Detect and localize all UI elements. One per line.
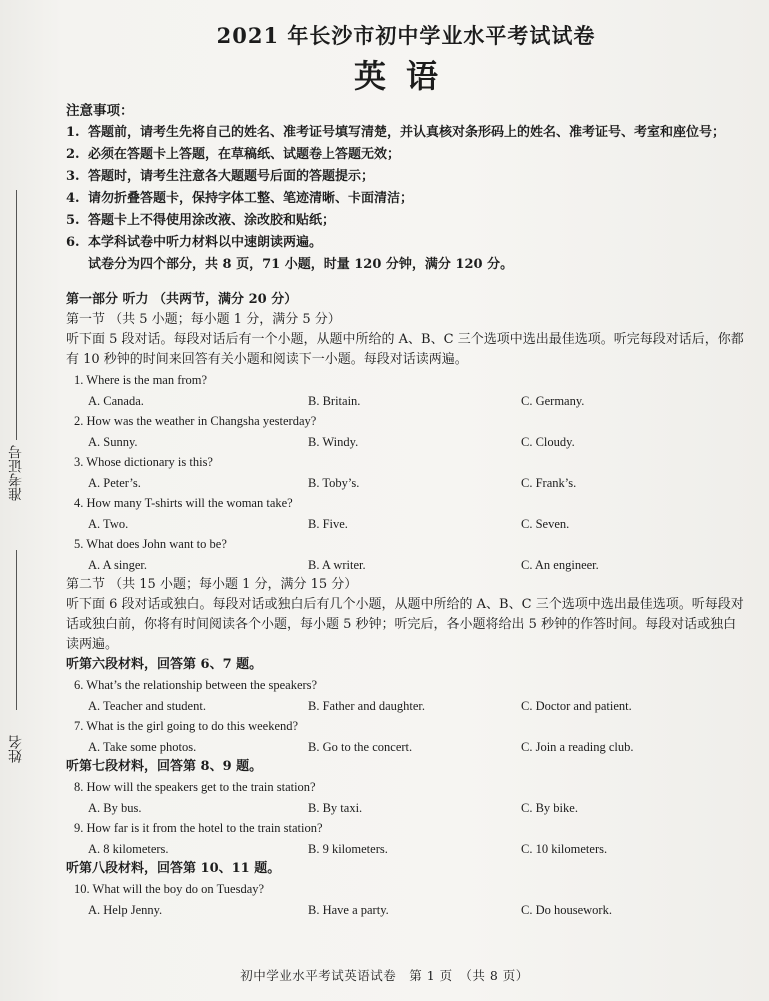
page-footer: 初中学业水平考试英语试卷 第 1 页 （共 8 页） (240, 968, 529, 983)
question-options: A. Take some photos. B. Go to the concert. C. Join a reading club. (88, 739, 634, 754)
question: 6. What’s the relationship between the speakers? (74, 678, 318, 692)
name-line (16, 550, 17, 710)
note-item: 5. 答题卡上不得使用涂改液、涂改胶和贴纸； (66, 213, 336, 228)
subject-title: 英语 (353, 57, 458, 95)
exam-id-label: 准考证号 (8, 445, 24, 501)
part1-title: 第一部分 听力 （共两节，满分 20 分） (66, 292, 298, 307)
section2-instruction: 听下面 6 段对话或独白。每段对话或独白后有几个小题，从题中所给的 A、B、C 三个选项中选出最佳选项。听每段对话或独白前，你将有时间阅读各个小题，每小题 5 秒钟；听完后，各小题将给出 5 秒钟的作答时间。每段对话或独白读两遍。 (66, 597, 744, 652)
question: 5. What does John want to be? (74, 537, 227, 551)
material-heading: 听第六段材料，回答第 6、7 题。 (66, 657, 263, 672)
question: 10. What will the boy do on Tuesday? (74, 882, 265, 896)
question-options: A. A singer. B. A writer. C. An engineer. (88, 557, 599, 572)
note-item: 2. 必须在答题卡上答题，在草稿纸、试题卷上答题无效； (66, 147, 401, 162)
notes-heading: 注意事项： (66, 103, 134, 119)
section1-title: 第一节 （共 5 小题；每小题 1 分，满分 5 分） (66, 312, 341, 327)
question-options: A. 8 kilometers. B. 9 kilometers. C. 10 kilometers. (88, 841, 608, 856)
question: 1. Where is the man from? (74, 373, 208, 387)
question-options: A. Canada. B. Britain. C. Germany. (88, 393, 585, 408)
exam-id-line (16, 190, 17, 440)
section2-title: 第二节 （共 15 小题；每小题 1 分，满分 15 分） (66, 577, 358, 592)
note-item: 4. 请勿折叠答题卡，保持字体工整、笔迹清晰、卡面清洁； (66, 191, 414, 206)
note-item: 3. 答题时，请考生注意各大题题号后面的答题提示； (66, 169, 375, 184)
question-options: A. Sunny. B. Windy. C. Cloudy. (88, 434, 575, 449)
question: 2. How was the weather in Changsha yesterday? (74, 414, 317, 428)
material-heading: 听第八段材料，回答第 10、11 题。 (66, 861, 281, 876)
notes-summary: 试卷分为四个部分，共 8 页，71 小题，时量 120 分钟，满分 120 分。 (88, 257, 514, 272)
name-label: 姓名 (8, 735, 24, 763)
note-item: 1. 答题前，请考生先将自己的姓名、准考证号填写清楚，并认真核对条形码上的姓名、准考证号、考室和座位号； (66, 125, 726, 140)
question: 9. How far is it from the hotel to the train station? (74, 821, 323, 835)
section1-instruction: 听下面 5 段对话。每段对话后有一个小题，从题中所给的 A、B、C 三个选项中选出最佳选项。听完每段对话后，你都有 10 秒钟的时间来回答有关小题和阅读下一小题。每段对话读两遍。 (66, 332, 744, 367)
material-heading: 听第七段材料，回答第 8、9 题。 (66, 759, 263, 774)
question: 7. What is the girl going to do this weekend? (74, 719, 299, 733)
question: 4. How many T-shirts will the woman take? (74, 496, 293, 510)
question: 3. Whose dictionary is this? (74, 455, 213, 469)
question-options: A. Peter’s. B. Toby’s. C. Frank’s. (88, 475, 577, 490)
question-options: A. Two. B. Five. C. Seven. (88, 516, 570, 531)
note-item: 6. 本学科试卷中听力材料以中速朗读两遍。 (66, 235, 323, 250)
question-options: A. By bus. B. By taxi. C. By bike. (88, 800, 578, 815)
exam-title: 2021 年长沙市初中学业水平考试试卷 (216, 23, 596, 48)
binding-margin (0, 180, 40, 860)
question-options: A. Help Jenny. B. Have a party. C. Do housework. (88, 902, 612, 917)
exam-content (66, 22, 746, 920)
question: 8. How will the speakers get to the train station? (74, 780, 316, 794)
question-options: A. Teacher and student. B. Father and daughter. C. Doctor and patient. (88, 698, 632, 713)
